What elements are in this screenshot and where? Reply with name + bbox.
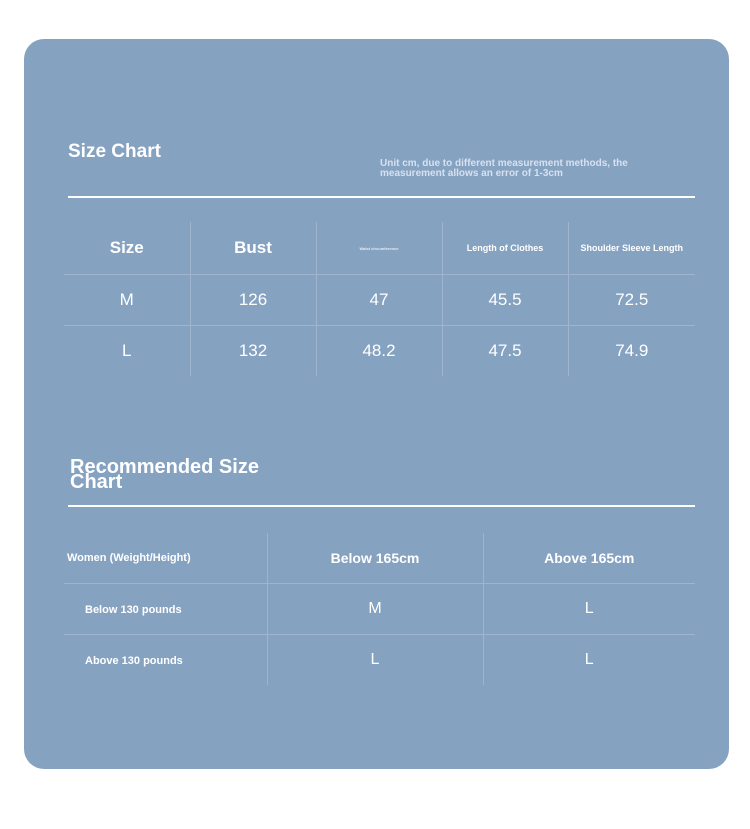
measurement-note: Unit cm, due to different measurement methods, the measurement allows an error of 1-3cm (380, 158, 628, 179)
cell-waist: 47 (316, 275, 442, 326)
header-shoulder-sleeve: Shoulder Sleeve Length (568, 222, 695, 275)
row-label-text: Above 130 pounds (85, 655, 183, 667)
cell-below-165: L (267, 635, 483, 686)
cell-below-165: M (267, 584, 483, 635)
cell-bust: 132 (190, 326, 316, 377)
table-row (64, 326, 695, 377)
cell-bust: 126 (190, 275, 316, 326)
recommended-title: Recommended Size Chart (70, 456, 259, 493)
header-waist: Waist circumference (316, 222, 442, 275)
header-above-165: Above 165cm (483, 533, 695, 584)
cell-size: L (64, 326, 190, 377)
size-chart-title: Size Chart (68, 141, 161, 162)
cell-length: 45.5 (442, 275, 568, 326)
divider (68, 505, 695, 507)
table-header-row (64, 533, 695, 584)
row-label (64, 635, 267, 686)
cell-above-165: L (483, 584, 695, 635)
header-women: Women (Weight/Height) (67, 552, 191, 564)
cell-shoulder-sleeve: 72.5 (568, 275, 695, 326)
divider (68, 196, 695, 198)
cell-above-165: L (483, 635, 695, 686)
cell-size: M (64, 275, 190, 326)
table-row (64, 635, 695, 686)
size-table (64, 222, 695, 376)
table-row (64, 275, 695, 326)
size-chart-card (24, 39, 729, 769)
header-below-165: Below 165cm (267, 533, 483, 584)
header-length: Length of Clothes (442, 222, 568, 275)
row-label-text: Below 130 pounds (85, 604, 182, 616)
recommended-table (64, 533, 695, 685)
row-label (64, 584, 267, 635)
cell-length: 47.5 (442, 326, 568, 377)
header-bust: Bust (190, 222, 316, 275)
table-header-row (64, 222, 695, 275)
cell-waist: 48.2 (316, 326, 442, 377)
cell-shoulder-sleeve: 74.9 (568, 326, 695, 377)
header-size: Size (109, 238, 144, 257)
table-row (64, 584, 695, 635)
